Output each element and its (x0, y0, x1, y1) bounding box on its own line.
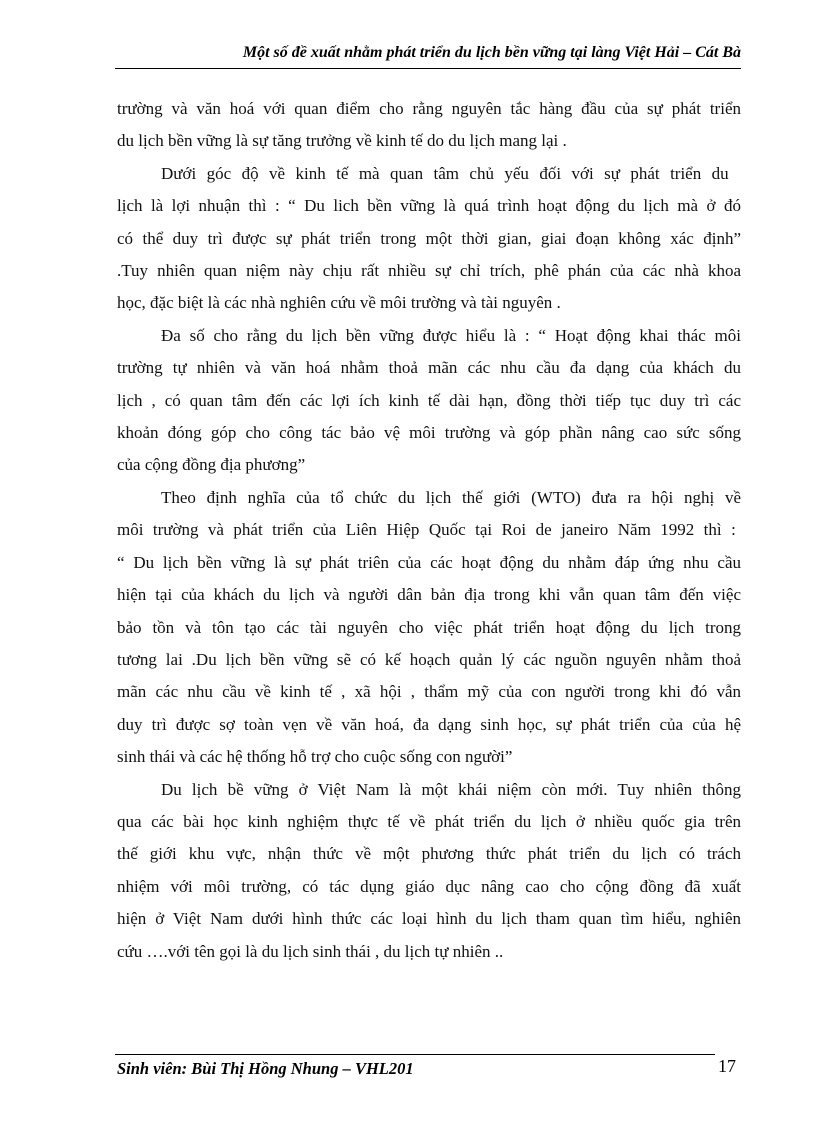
page-number: 17 (718, 1056, 736, 1076)
page-header-title: Một số đề xuất nhằm phát triển du lịch bền vững tại làng Việt Hải – Cát Bà (242, 44, 741, 61)
text-line: Du lịch bề vững ở Việt Nam là một khái niệm còn mới. Tuy nhiên thông (161, 779, 741, 799)
paragraph (117, 158, 741, 320)
text-line: “ Du lịch bền vững là sự phát triên của các hoạt động du nhằm đáp ứng nhu cầu (117, 552, 741, 572)
paragraph (117, 93, 741, 158)
text-line: có thể duy trì được sự phát triển trong một thời gian, giai đoạn không xác định” (117, 228, 741, 248)
text-line: tương lai .Du lịch bền vững sẽ có kế hoạch quản lý các nguồn nguyên nhằm thoả (117, 649, 741, 669)
text-line: nhiệm với môi trường, có tác dụng giáo dục nâng cao cho cộng đồng đã xuất (117, 876, 741, 896)
text-line: Đa số cho rằng du lịch bền vững được hiểu là : “ Hoạt động khai thác môi (161, 325, 741, 345)
paragraph (117, 482, 741, 774)
text-line: của cộng đồng địa phương” (117, 455, 306, 475)
text-line: hiện ở Việt Nam dưới hình thức các loại hình du lịch tham quan tìm hiểu, nghiên (117, 909, 741, 929)
text-line: qua các bài học kinh nghiệm thực tế về phát triển du lịch ở nhiều quốc gia trên (117, 811, 741, 831)
text-line: trường tự nhiên và văn hoá nhằm thoả mãn các nhu cầu đa dạng của khách du (117, 358, 741, 378)
paragraph (117, 774, 741, 968)
text-line: bảo tồn và tôn tạo các tài nguyên cho việc phát triển hoạt động du lịch trong (117, 617, 741, 637)
document-body (117, 93, 741, 968)
text-line: sinh thái và các hệ thống hỗ trợ cho cuộc sống con người” (117, 747, 513, 767)
text-line: du lịch bền vững là sự tăng trưởng về kinh tế do du lịch mang lại . (117, 131, 567, 151)
text-line: mãn các nhu cầu về kinh tế , xã hội , thẩm mỹ của con người trong khi đó vẫn (117, 682, 741, 702)
text-line: học, đặc biệt là các nhà nghiên cứu về môi trường và tài nguyên . (117, 293, 561, 313)
footer-student-name: Sinh viên: Bùi Thị Hồng Nhung – VHL201 (117, 1059, 414, 1078)
text-line: trường và văn hoá với quan điểm cho rằng nguyên tắc hàng đầu của sự phát triển (117, 99, 741, 118)
text-line: môi trường và phát triển của Liên Hiệp Quốc tại Roi de janeiro Năm 1992 thì : (117, 520, 736, 540)
text-line: Theo định nghĩa của tổ chức du lịch thế giới (WTO) đưa ra hội nghị về (161, 487, 741, 507)
text-line: lịch , có quan tâm đến các lợi ích kinh tế dài hạn, đồng thời tiếp tục duy trì các (117, 390, 741, 410)
text-line: thế giới khu vực, nhận thức về một phương thức phát triển du lịch có trách (117, 844, 741, 864)
text-line: Dưới góc độ về kinh tế mà quan tâm chủ yếu đối với sự phát triển du (161, 163, 729, 183)
text-line: .Tuy nhiên quan niệm này chịu rất nhiều sự chỉ trích, phê phán của các nhà khoa (117, 261, 741, 281)
header-divider (115, 68, 741, 69)
paragraph (117, 320, 741, 482)
text-line: duy trì được sợ toàn vẹn về văn hoá, đa dạng sinh học, sự phát triển của của hệ (117, 714, 741, 734)
text-line: cứu ….với tên gọi là du lịch sinh thái , du lịch tự nhiên .. (117, 941, 504, 961)
footer-divider (115, 1054, 715, 1055)
text-line: hiện tại của khách du lịch và người dân bản địa trong khi vẫn quan tâm đến việc (117, 585, 741, 605)
text-line: khoản đóng góp cho công tác bảo vệ môi trường và góp phần nâng cao sức sống (117, 423, 741, 443)
text-line: lịch là lợi nhuận thì : “ Du lich bền vững là quá trình hoạt động du lịch mà ở đó (117, 196, 741, 216)
